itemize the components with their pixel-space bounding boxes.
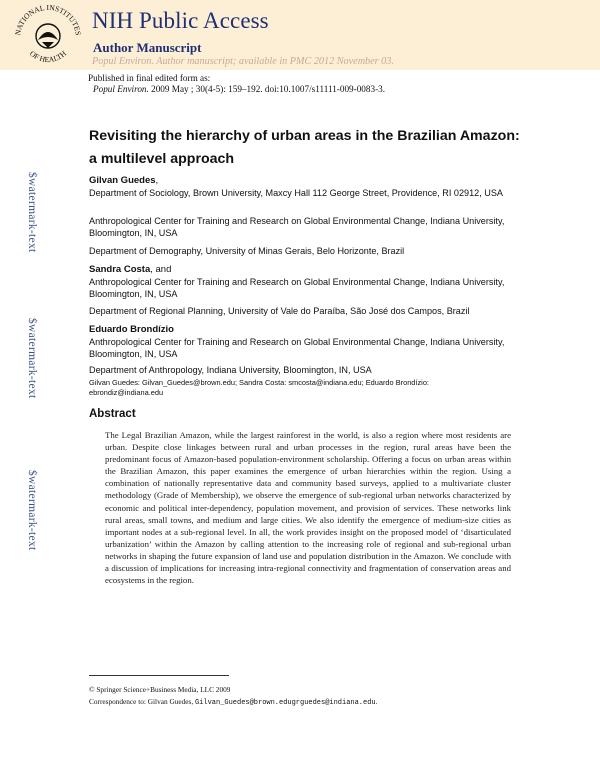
affiliation: Anthropological Center for Training and Research on Global Environmental Change, Indiana University, Bloomington, IN, USA [89, 216, 505, 238]
watermark-text-1: $watermark-text [26, 172, 38, 253]
correspondence-end: . [375, 697, 378, 706]
affiliation: Department of Demography, University of Minas Gerais, Belo Horizonte, Brazil [89, 246, 405, 256]
author-emails: Gilvan Guedes: Gilvan_Guedes@brown.edu; Sandra Costa: smcosta@indiana.edu; Eduardo Brondízio: ebrondiz@indiana.edu [89, 378, 429, 397]
affiliation: Anthropological Center for Training and Research on Global Environmental Change, Indiana University, Bloomington, IN, USA [89, 277, 505, 299]
svg-text:NATIONAL INSTITUTES [13, 3, 83, 36]
author-1-name: Gilvan Guedes [89, 175, 156, 186]
eagle-emblem-icon [36, 24, 60, 48]
correspondence-note [89, 697, 377, 707]
watermark-text-2: $watermark-text [26, 318, 38, 399]
citation [93, 84, 385, 94]
svg-text:OF HEALTH [28, 49, 68, 65]
author-2-name: Sandra Costa [89, 264, 151, 275]
author-name [89, 175, 158, 186]
correspondence-label: Correspondence to: Gilvan Guedes, [89, 697, 195, 706]
author-name [89, 324, 174, 335]
affiliation: Anthropological Center for Training and Research on Global Environmental Change, Indiana University, Bloomington, IN, USA [89, 337, 505, 359]
author-name [89, 264, 171, 275]
published-label: Published in final edited form as: [88, 73, 211, 83]
logo-text-top: NATIONAL INSTITUTES [13, 2, 83, 36]
abstract-heading: Abstract [89, 408, 136, 420]
nih-logo [12, 2, 84, 68]
author-manuscript-label: Author Manuscript [93, 40, 202, 55]
affiliation: Department of Sociology, Brown University, Maxcy Hall 112 George Street, Providence, RI 02912, USA [89, 188, 503, 198]
affiliation: Department of Regional Planning, University of Vale do Paraíba, São José dos Campos, Brazil [89, 306, 470, 316]
watermark-text-3: $watermark-text [26, 470, 38, 551]
author-3-name: Eduardo Brondízio [89, 324, 174, 335]
citation-details: 2009 May ; 30(4-5): 159–192. doi:10.1007/s11111-009-0083-3. [148, 84, 386, 94]
journal-name: Popul Environ. [93, 84, 149, 94]
copyright-notice: © Springer Science+Business Media, LLC 2009 [89, 685, 231, 694]
abstract-body: The Legal Brazilian Amazon, while the largest rainforest in the world, is also a region where most residents are urban. Despite close linkages between rural and urban processes in the region, rural areas have been the predominant focus of Amazon-based population-environment scholarship. Offering a focus on urban areas within the Brazilian Amazon, this paper examines the emergence of urban hierarchies within the region. Using a combination of nationally representative data and community based surveys, applied to a multivariate cluster methodology (Grade of Membership), we observe the emergence of sub-regional urban networks characterized by economic and political inter-dependency, population movement, and provision of services. These networks link rural areas, small towns, and medium and large cities. We also identify the emergence of medium-size cities as important nodes at a sub-regional level. In all, the work provides insight on the proposed model of ‘disarticulated urbanization’ within the Amazon by calling attention to the increasing role of regional and sub-regional urban networks in shaping the future expansion of land use and population distribution in the Amazon. We conclude with a discussion of implications for increasing intra-regional connectivity and fragmentation of conservation areas and ecosystems in the region. [105, 430, 511, 586]
paper-title: Revisiting the hierarchy of urban areas in the Brazilian Amazon: a multilevel approach [89, 128, 520, 167]
author-1-suffix: , [155, 175, 159, 186]
affiliation: Department of Anthropology, Indiana University, Bloomington, IN, USA [89, 365, 372, 375]
nih-public-access-title: NIH Public Access [92, 8, 269, 33]
footnote-divider [89, 675, 229, 676]
correspondence-email-link[interactable]: Gilvan_Guedes@brown.edugrguedes@indiana.edu [194, 699, 376, 707]
manuscript-availability-note: Popul Environ. Author manuscript; available in PMC 2012 November 03. [92, 56, 394, 67]
logo-text-bottom: OF HEALTH [28, 48, 68, 65]
author-2-suffix: , and [150, 264, 172, 275]
